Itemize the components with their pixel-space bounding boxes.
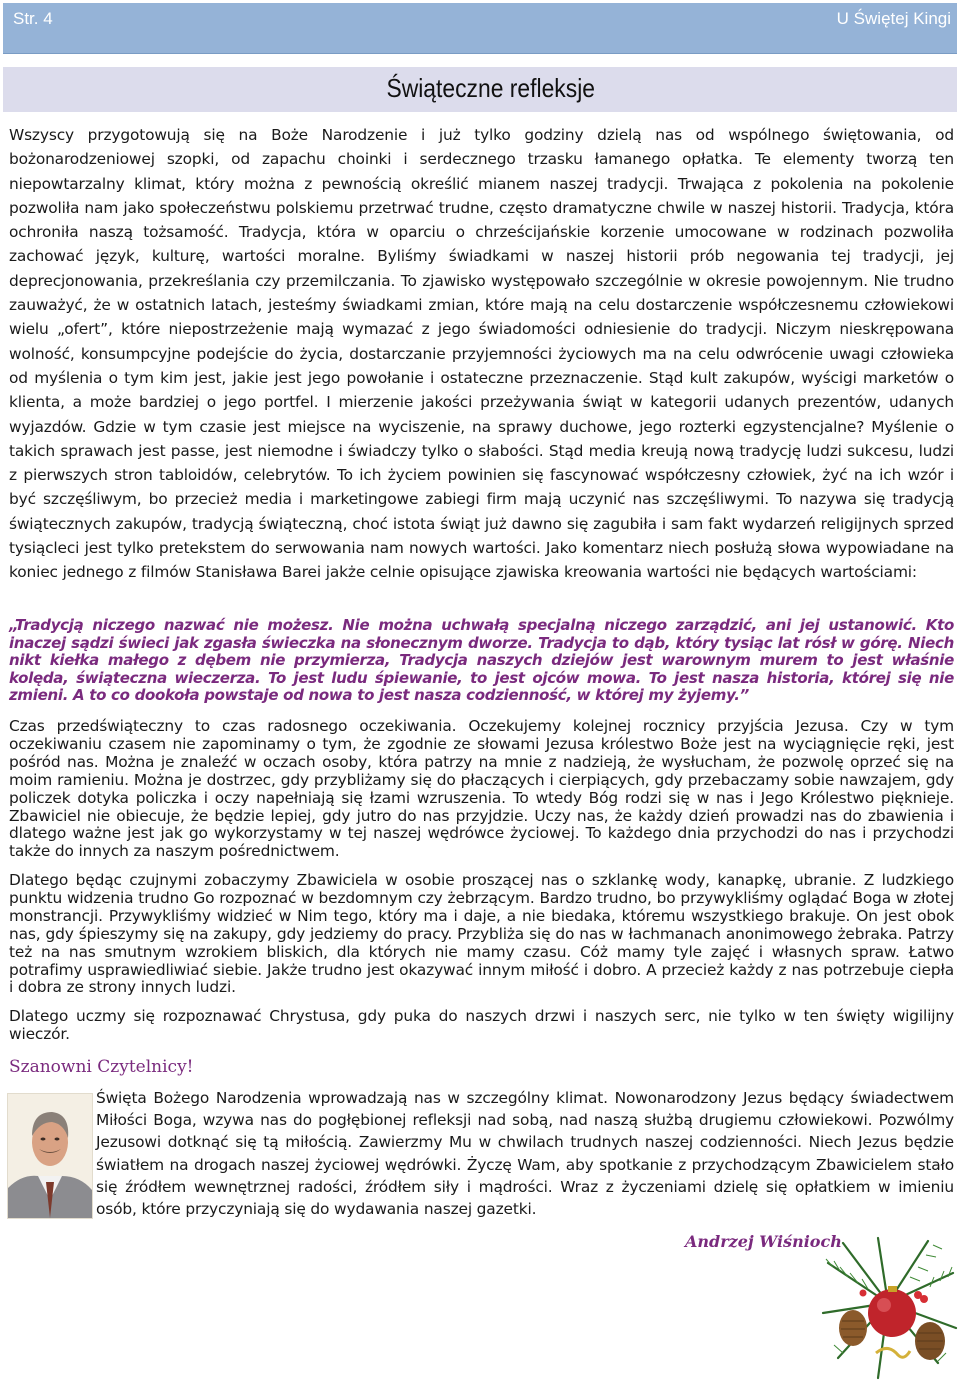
article-quote: „Tradycją niczego nazwać nie możesz. Nie można uchwałą specjalną niczego zarządzić, ani jej ustanowić. Kto inaczej sądzi świeci jak zgasła świeczka na słonecznym dworze. Tradycja to dąb, który tysiąc lat rósł w górę. Niech nikt kiełka małego z dębem nie przymierza, Tradycja naszych dziejów jest warownym murem to jest właśnie kolęda, świąteczna wieczerza. To jest ludu śpiewanie, to jest ojców mowa. To jest nasza historia, której się nie zmieni. A to co dookoła powstaje od nowa to jest nasza codzienność, w której my żyjemy.” bbox=[9, 616, 954, 705]
greeting-heading: Szanowni Czytelnicy! bbox=[9, 1057, 194, 1077]
article-paragraph-2: Czas przedświąteczny to czas radosnego oczekiwania. Oczekujemy kolejnej rocznicy przyjścia Jezusa. Czy w tym oczekiwaniu czasem nie zapominamy o tym, że zgodnie ze słowami Jezusa królestwo Boże jest na wyciągnięcie ręki, jest pośród nas. Można je znaleźć w oczach osoby, która patrzy na mnie z nadzieją, że wysłucham, że pozwolę oprzeć się na moim ramieniu. Można je dostrzec, gdy przybliżamy się do płaczących i cierpiących, gdy przebaczamy sobie nawzajem, gdy policzek dotyka policzka i oczy napełniają się łzami wzruszenia. To wtedy Bóg rodzi się w nas i Jego Królestwo pięknieje. Zbawiciel nie obiecuje, że będzie lepiej, gdy jutro do nas przyjdzie. Uczy nas, że każdy dzień prowadzi nas do zbawienia i dlatego ważne jest jak go wykorzystamy w tej naszej wędrówce życiowej. To każdego dnia przychodzi do nas i przychodzi także do innych za naszym pośrednictwem. bbox=[9, 717, 954, 861]
page-header bbox=[3, 3, 957, 54]
article-title: Świąteczne refleksje bbox=[386, 73, 595, 103]
magazine-title: U Świętej Kingi bbox=[836, 9, 951, 28]
article-paragraph-1: Wszyscy przygotowują się na Boże Narodzenie i już tylko godziny dzielą nas od wspólnego świętowania, od bożonarodzeniowej szopki, od zapachu choinki i serdecznego trzasku łamanego opłatka. Te elementy tworzą ten niepowtarzalny klimat, który można z pewnością określić mianem naszej tradycji. Trwająca z pokolenia na pokolenie pozwoliła nam jako społeczeństwu polskiemu przetrwać trudne, często dramatyczne chwile w naszej historii. Tradycja, która ochroniła naszą tożsamość. Tradycja, która w oparciu o chrześcijańskie korzenie umocowane w rodzinach pozwoliła zachować język, kulturę, wartości moralne. Byliśmy świadkami w naszej historii prób negowania tej tradycji, jej deprecjonowania, przekreślania czy przemilczania. To zjawisko występowało szczególnie w okresie powojennym. Nie trudno zauważyć, że w ostatnich latach, jesteśmy świadkami zmian, które mają na celu dostarczenie współczesnemu człowiekowi wielu „ofert”, które niepostrzeżenie mają wymazać z jego świadomości odniesienie do tradycji. Niczym nieskrępowana wolność, konsumpcyjne podejście do życia, dostarczanie przyjemności życiowych ma na celu odwrócenie uwagi człowieka od myślenia o tym kim jest, jakie jest jego powołanie i ostateczne przeznaczenie. Stąd kult zakupów, wyścigi marketów o klienta, a może bardziej o jego portfel. I mierzenie jakości przeżywania świąt w kategorii udanych prezentów, udanych wyjazdów. Gdzie w tym czasie jest miejsce na wyciszenie, na sprawy duchowe, jego rozterki egzystencjalne? Myślenie o takich sprawach jest passe, jest niemodne i świadczy tylko o słabości. Stąd media kreują nową tradycję ludzi sukcesu, ludzi z pierwszych stron tabloidów, celebrytów. To ich życiem powinien się fascynować współczesny człowiek, żyć na ich wzór i być szczęśliwym, bo przecież media i marketingowe zabiegi firm mają uczynić nas szczęśliwymi. To nazywa się tradycją świątecznych zakupów, tradycją świąteczną, choć istota świąt już dawno się zagubiła i sam fakt wydarzeń religijnych sprzed tysiącleci jest tylko pretekstem do serwowania nam nowych wartości. Jako komentarz niech posłużą słowa wypowiadane na koniec jednego z filmów Stanisława Barei jakże celnie opisujące zjawiska kreowania wartości nie będących wartościami: bbox=[9, 126, 954, 582]
greeting-paragraph: Święta Bożego Narodzenia wprowadzają nas w szczególny klimat. Nowonarodzony Jezus będący świadectwem Miłości Boga, wzywa nas do pogłębionej refleksji nad sobą, nad naszą służbą drugiemu człowiekowi. Pozwólmy Jezusowi dotknąć się tą miłością. Zawierzmy Mu w chwilach trudnych naszej codzienności. Niech Jezus będzie światłem na drogach naszej życiowej wędrówki. Życzę Wam, aby spotkanie z przychodzącym Zbawicielem stało się źródłem wewnętrznej radości, źródłem siły i mądrości. Wraz z życzeniami dzielę się opłatkiem w imieniu osób, które przyczyniają się do wydawania naszej gazetki. bbox=[96, 1089, 954, 1219]
article-paragraph-4: Dlatego uczmy się rozpoznawać Chrystusa, gdy puka do naszych drzwi i naszych serc, nie tylko w ten święty wigilijny wieczór. bbox=[9, 1007, 954, 1043]
christmas-ornament-decoration bbox=[818, 1233, 958, 1383]
article-title-bar bbox=[3, 67, 957, 112]
article-paragraph-3: Dlatego będąc czujnymi zobaczymy Zbawiciela w osobie proszącej nas o szklankę wody, kanapkę, ubranie. Z ludzkiego punktu widzenia trudno Go rozpoznać w bezdomnym czy żebrzącym. Bardzo trudno, bo przywykliśmy oglądać Boga w złotej monstrancji. Przywykliśmy widzieć w Nim tego, który ma i daje, a nie biedaka, któremu wszystkiego brakuje. On jest obok nas, gdy śpieszymy się na zakupy, gdy jedziemy do pracy. Przybliża się do nas w łachmanach anonimowego żebraka. Patrzy też na nas smutnym wzrokiem bliskich, dla których nie mamy czasu. Cóż mamy tyle zajęć i własnych spraw. Łatwo potrafimy usprawiedliwiać siebie. Jakże trudno jest okazywać innym miłość i dobro. A przecież każdy z nas potrzebuje ciepła i dobra ze strony innych ludzi. bbox=[9, 871, 954, 997]
author-photo bbox=[7, 1093, 93, 1219]
author-signature: Andrzej Wiśnioch bbox=[685, 1232, 842, 1251]
page-number: Str. 4 bbox=[13, 9, 53, 28]
